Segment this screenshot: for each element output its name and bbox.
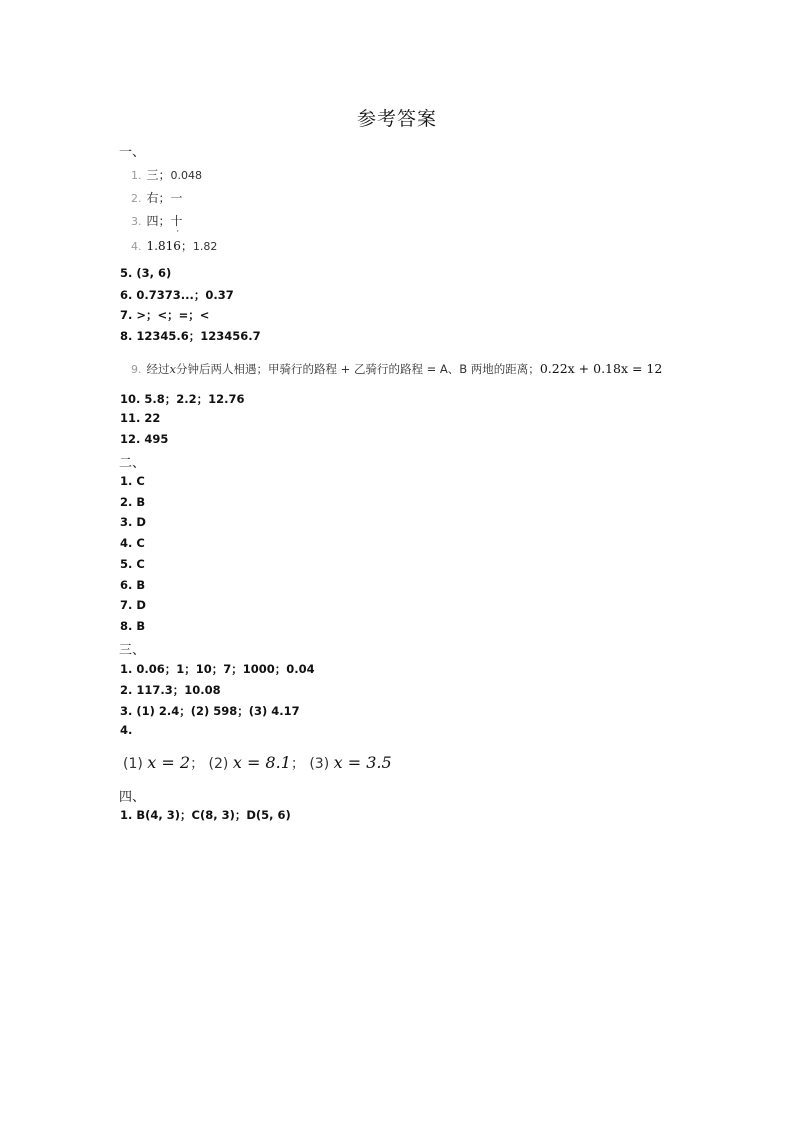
sub-label-1: (1) [123,756,143,772]
item-text: 三； [146,168,171,182]
answer-1-12: 12. 495 [120,432,169,446]
answer-2-1: 1. C [120,474,145,488]
item-text: 右；一 [146,191,183,205]
item-text: 分钟后两人相遇；甲骑行的路程 + 乙骑行的路程 = A、B 两地的距离； [176,362,540,376]
answer-1-3 [131,212,183,229]
answer-1-11: 11. 22 [120,411,161,425]
repeating-decimal: 1.816 ˙ [146,230,181,253]
answer-3-4-solutions [123,753,392,773]
section-4-heading: 四、 [119,790,146,805]
answer-2-8: 8. B [120,619,146,633]
equation-2: x = 8.1 [232,753,291,772]
answer-3-4: 4. [120,723,133,737]
answer-1-5: 5. (3, 6) [120,266,172,280]
equation: 0.22x + 0.18x = 12 [539,361,663,376]
equation-3: x = 3.5 [333,753,392,772]
page-title: 参考答案 [356,108,437,130]
item-number: 9. [131,363,142,376]
answer-2-5: 5. C [120,557,145,571]
sub-label-2: (2) [208,756,229,772]
item-value: 1.82 [192,240,218,253]
separator: ； [180,239,193,253]
separator: ； [190,756,205,772]
item-value: 0.048 [170,169,203,182]
answer-2-4: 4. C [120,536,145,550]
sub-label-3: (3) [309,756,330,772]
answer-1-7: 7. >；<；=；< [120,308,210,322]
answer-3-1: 1. 0.06；1；10；7；1000；0.04 [120,662,315,676]
answer-2-7: 7. D [120,598,146,612]
repeating-digit: 6 ˙ [173,230,181,253]
item-text: 经过 [146,362,170,376]
item-number: 4. [131,240,142,253]
separator: ； [290,756,305,772]
answer-3-2: 2. 117.3；10.08 [120,683,221,697]
answer-1-2 [131,189,183,206]
answer-3-3: 3. (1) 2.4；(2) 598；(3) 4.17 [120,704,300,718]
answer-1-10: 10. 5.8；2.2；12.76 [120,392,245,406]
answer-2-6: 6. B [120,578,146,592]
answer-2-2: 2. B [120,495,146,509]
answer-1-6: 6. 0.7373...；0.37 [120,288,234,302]
section-2-heading: 二、 [119,456,146,471]
item-number: 2. [131,192,142,205]
variable-x: x [169,362,176,376]
section-3-heading: 三、 [119,643,146,658]
item-number: 1. [131,169,142,182]
answer-1-9 [131,361,662,377]
equation-1: x = 2 [147,753,191,772]
section-1-heading: 一、 [119,145,146,160]
item-text: 四；十 [146,214,183,228]
answer-2-3: 3. D [120,515,146,529]
item-number: 3. [131,215,142,228]
answer-1-4 [131,230,218,254]
answer-1-1 [131,166,202,183]
answer-4-1: 1. B(4, 3)；C(8, 3)；D(5, 6) [120,808,291,822]
answer-1-8: 8. 12345.6；123456.7 [120,329,261,343]
